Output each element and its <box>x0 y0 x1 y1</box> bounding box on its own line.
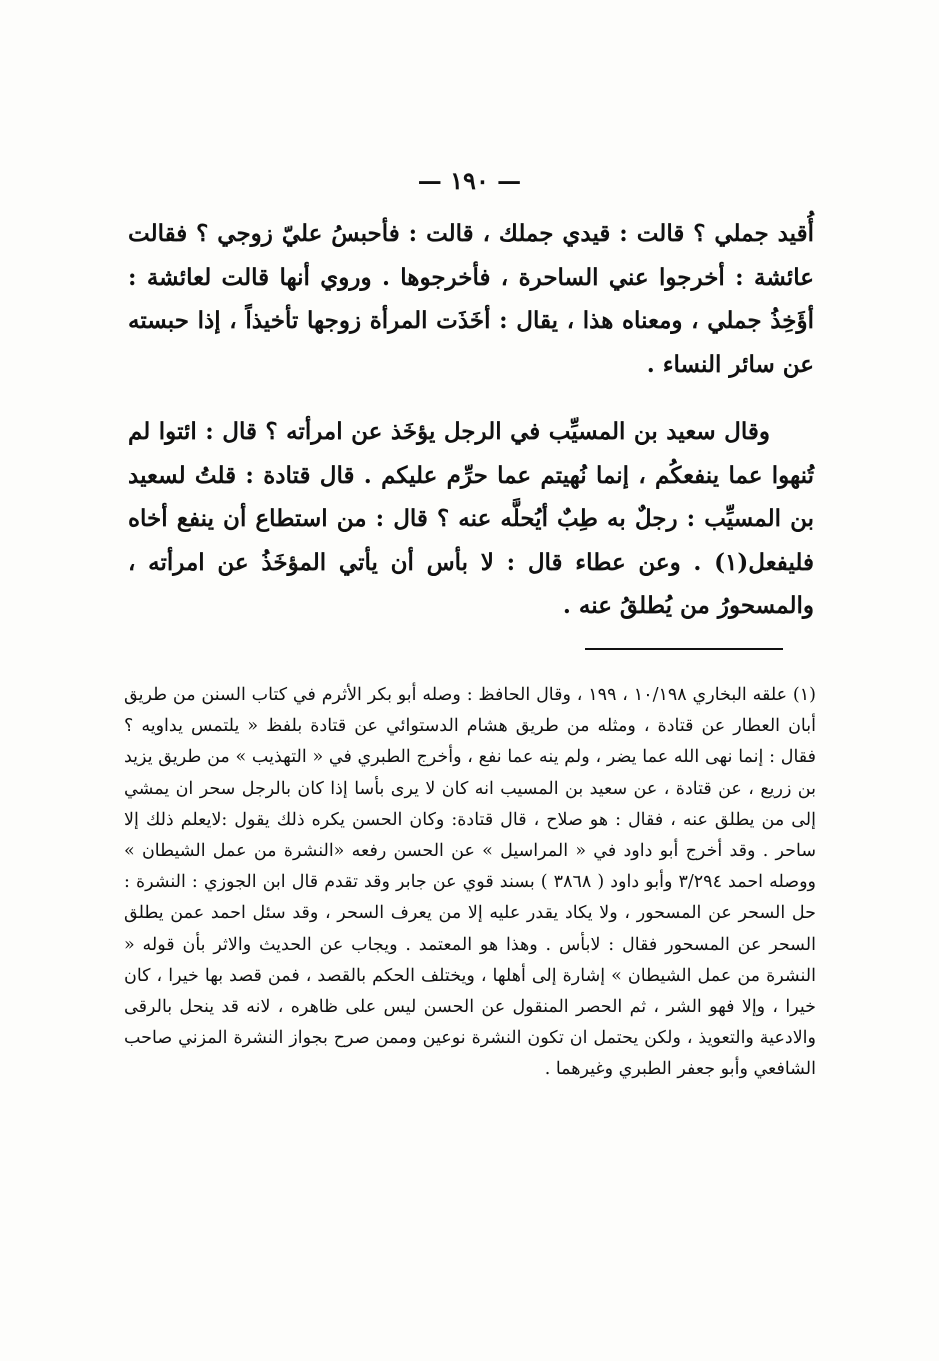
footnotes-block <box>124 680 816 1086</box>
main-text-block <box>128 212 814 628</box>
footnote-1: (١) علقه البخاري ١٠/١٩٨ ، ١٩٩ ، وقال الحافظ : وصله أبو بكر الأثرم في كتاب السنن من طريق أبان العطار عن قتادة ، ومثله من طريق هشام الدستوائي عن قتادة بلفظ « يلتمس يداويه ؟ فقال : إنما نهى الله عما يضر ، ولم ينه عما نفع ، وأخرج الطبري في « التهذيب » من طريق يزيد بن زريع ، عن قتادة ، عن سعيد بن المسيب انه كان لا يرى بأسا إذا كان بالرجل سحر ان يمشي إلى من يطلق عنه ، فقال : هو صلاح ، قال قتادة: وكان الحسن يكره ذلك يقول :لايعلم ذلك إلا ساحر . وقد أخرج أبو داود في « المراسيل » عن الحسن رفعه «النشرة من عمل الشيطان » ووصله احمد ٣/٢٩٤ وأبو داود ( ٣٨٦٨ ) بسند قوي عن جابر وقد تقدم قال ابن الجوزي : النشرة : حل السحر عن المسحور ، ولا يكاد يقدر عليه إلا من يعرف السحر ، وقد سئل احمد عمن يطلق السحر عن المسحور فقال : لابأس . وهذا هو المعتمد . ويجاب عن الحديث والاثر بأن قوله « النشرة من عمل الشيطان » إشارة إلى أهلها ، ويختلف الحكم بالقصد ، فمن قصد بها خيرا ، كان خيرا ، وإلا فهو الشر ، ثم الحصر المنقول عن الحسن ليس على ظاهره ، لانه قد ينحل بالرقى والادعية والتعويذ ، ولكن يحتمل ان تكون النشرة نوعين وممن صرح بجواز النشرة المزني صاحب الشافعي وأبو جعفر الطبري وغيرهما . <box>124 685 817 1080</box>
body-paragraph-1: أُقيد جملي ؟ قالت : قيدي جملك ، قالت : فأحبسُ عليّ زوجي ؟ فقالت عائشة : أخرجوا عني الساحرة ، فأخرجوها . وروي أنها قالت لعائشة : أؤَخِذُ جملي ، ومعناه هذا ، يقال : أخَذَت المرأة زوجها تأخيذاً ، إذا حبسته عن سائر النساء . <box>128 220 814 378</box>
footnote-divider <box>585 648 783 650</box>
page-number: — ١٩٠ — <box>417 166 522 195</box>
body-paragraph-2: وقال سعيد بن المسيِّب في الرجل يؤخَذ عن امرأته ؟ قال : ائتوا لم تُنهوا عما ينفعكُم ، إنما نُهيتم عما حرِّم عليكم . قال قتادة : قلتُ لسعيد بن المسيِّب : رجلٌ به طِبٌ أيُحلَّه عنه ؟ قال : من استطاع أن ينفع أخاه فليفعل(١) . وعن عطاء قال : لا بأس أن يأتي المؤخَذُ عن امرأته ، والمسحورُ من يُطلقُ عنه . <box>128 418 814 619</box>
